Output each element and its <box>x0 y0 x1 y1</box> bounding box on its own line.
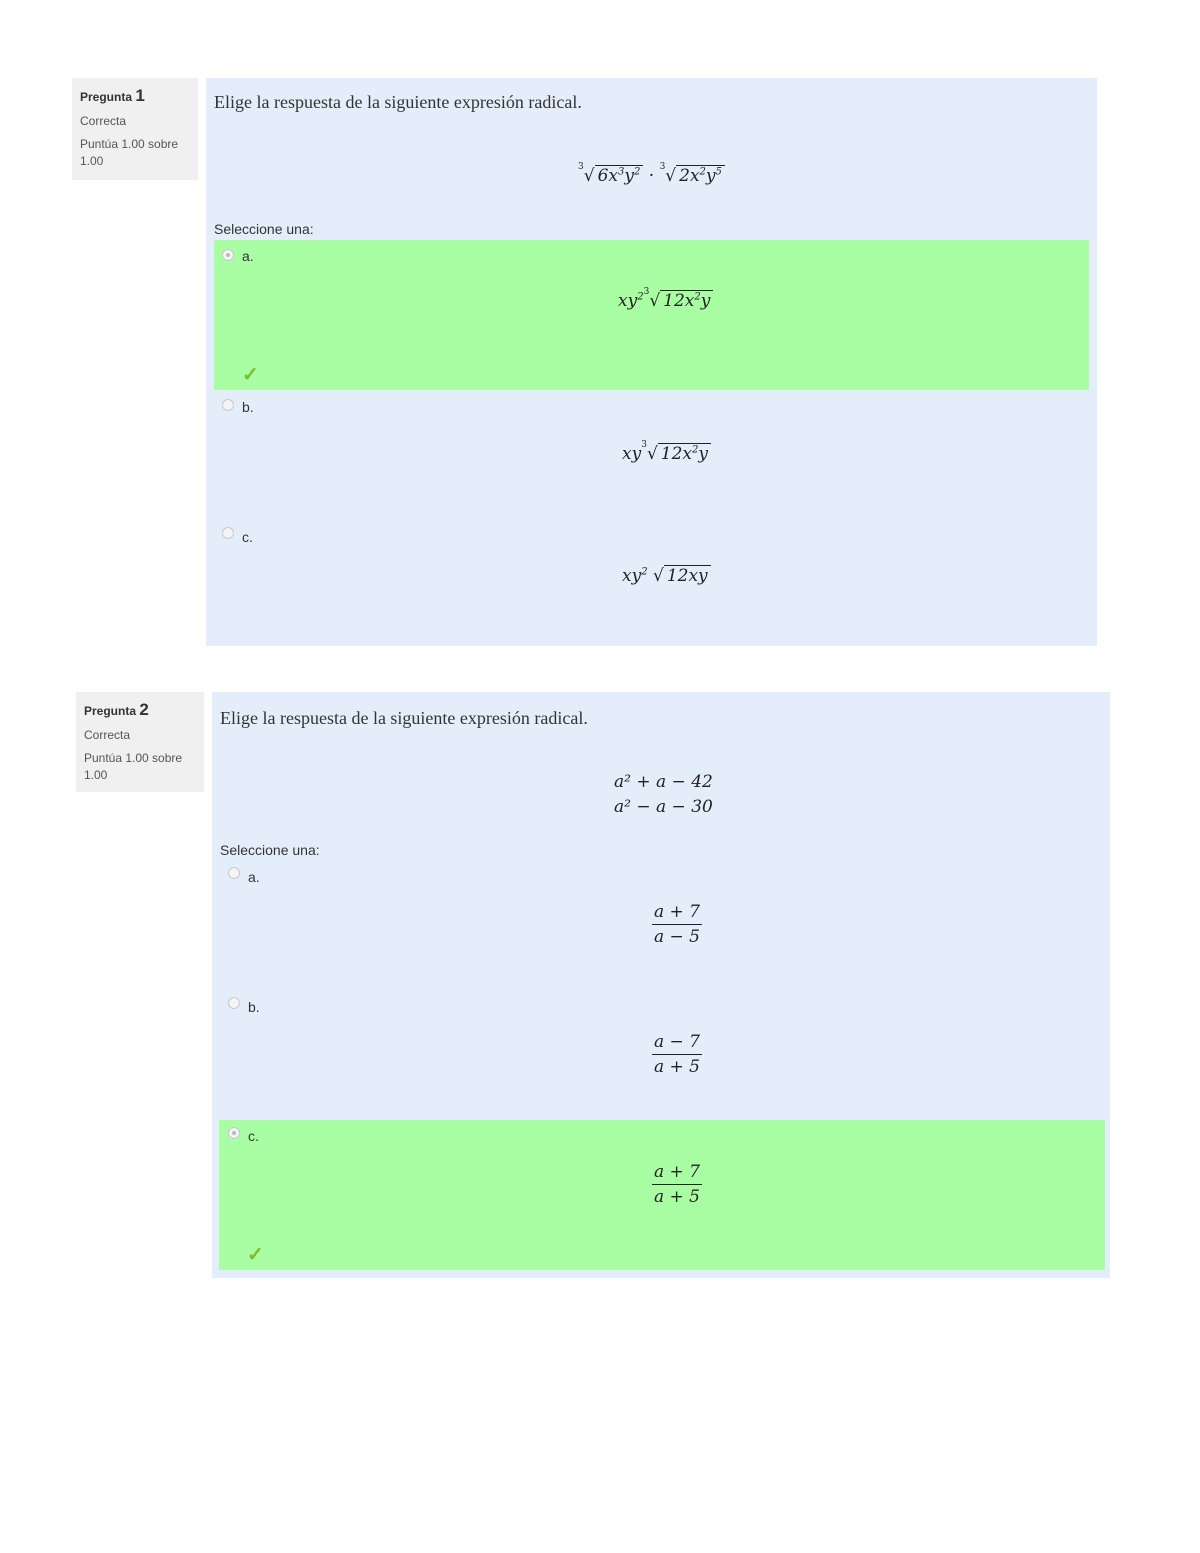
question-text: Elige la respuesta de la siguiente expresión radical. <box>220 708 588 728</box>
question-grade: Puntúa 1.00 sobre 1.00 <box>80 137 179 168</box>
question-state: Correcta <box>84 728 131 742</box>
option-b-label: b. <box>242 399 254 415</box>
radio-option-b[interactable] <box>222 399 234 411</box>
option-b-numerator: a − 7 <box>652 1032 702 1055</box>
option-c[interactable] <box>219 1120 1105 1270</box>
option-a[interactable] <box>220 864 1096 988</box>
radio-option-c[interactable] <box>222 527 234 539</box>
option-a-label: a. <box>242 248 254 264</box>
option-b-math: $xy^3√$ $12x^2y$ <box>622 444 711 464</box>
radio-option-a[interactable] <box>222 249 234 261</box>
option-a-numerator: a + 7 <box>652 902 702 925</box>
expression-top: a² + a − 42 <box>614 772 713 792</box>
option-c-label: c. <box>248 1128 259 1144</box>
option-b[interactable] <box>220 994 1096 1114</box>
option-a-math <box>652 902 702 947</box>
checkmark-icon: ✓ <box>242 364 259 386</box>
option-a-label: a. <box>248 869 260 885</box>
question-expression <box>614 770 713 820</box>
question-grade: Puntúa 1.00 sobre 1.00 <box>84 751 183 782</box>
question-expression: $^3$√ $6x^3y^2 \cdot ^3√$ $2x^2y^5$ <box>578 166 725 186</box>
option-b-denominator: a + 5 <box>654 1057 701 1077</box>
radio-option-b[interactable] <box>228 997 240 1009</box>
checkmark-icon: ✓ <box>247 1244 264 1266</box>
question-text: Elige la respuesta de la siguiente expresión radical. <box>214 92 582 112</box>
option-b-math <box>652 1032 702 1077</box>
question-content-2 <box>212 692 1110 1278</box>
select-prompt: Seleccione una: <box>214 221 314 237</box>
question-number: Pregunta 2 <box>84 700 149 719</box>
question-info-1 <box>72 78 198 180</box>
option-c[interactable] <box>214 524 1089 640</box>
option-a-denominator: a − 5 <box>654 927 701 947</box>
question-state: Correcta <box>80 114 127 128</box>
option-a[interactable] <box>214 240 1089 390</box>
option-b[interactable] <box>214 394 1089 518</box>
option-c-label: c. <box>242 529 253 545</box>
expression-bottom: a² − a − 30 <box>614 797 713 817</box>
option-c-math <box>652 1162 702 1207</box>
option-b-label: b. <box>248 999 260 1015</box>
option-c-math: $xy^2$ √ 12xy <box>622 566 711 586</box>
select-prompt: Seleccione una: <box>220 842 320 858</box>
question-content-1 <box>206 78 1097 646</box>
option-c-numerator: a + 7 <box>652 1162 702 1185</box>
radio-option-c[interactable] <box>228 1127 240 1139</box>
question-info-2 <box>76 692 204 792</box>
radio-option-a[interactable] <box>228 867 240 879</box>
option-a-math: $xy^{23}√$ $12x^2y$ <box>618 291 713 311</box>
question-number: Pregunta 1 <box>80 86 145 105</box>
option-c-denominator: a + 5 <box>654 1187 701 1207</box>
